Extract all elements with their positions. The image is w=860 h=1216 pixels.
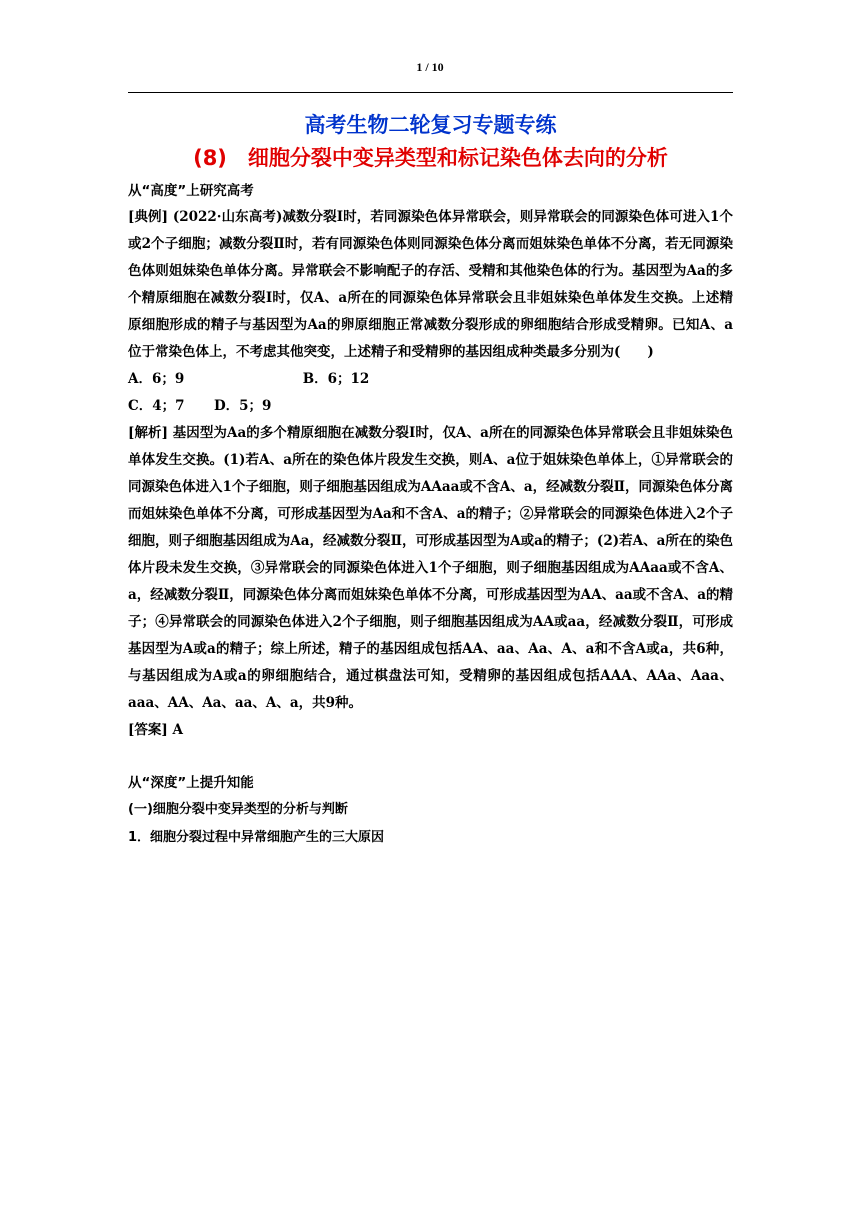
option-c: C．4；7 (128, 398, 185, 414)
example-text: 减数分裂Ⅰ时，若同源染色体异常联会，则异常联会的同源染色体可进入1个或2个子细胞；减数分裂Ⅱ时，若有同源染色体则同源染色体分离而姐妹染色单体不分离，若无同源染色体则姐妹染色单体分离。异常联会不影响配子的存活、受精和其他染色体的行为。基因型为Aa的多个精原细胞在减数分裂Ⅰ时，仅A、a所在的同源染色体异常联会且非姐妹染色单体发生交换。上述精原细胞形成的精子与基因型为Aa的卵原细胞正常减数分裂形成的卵细胞结合形成受精卵。已知A、a位于常染色体上，不考虑其他突变，上述精子和受精卵的基因组成种类最多分别为( ) (128, 209, 733, 360)
options-row-1 (128, 366, 733, 393)
item-heading-1: 1．细胞分裂过程中异常细胞产生的三大原因 (128, 830, 385, 845)
answer-paragraph (128, 717, 733, 744)
analysis-paragraph (128, 420, 733, 717)
answer-value: A (172, 722, 183, 738)
options-row-2 (128, 393, 733, 420)
option-a: A．6；9 (128, 371, 185, 387)
analysis-text: 基因型为Aa的多个精原细胞在减数分裂Ⅰ时，仅A、a所在的同源染色体异常联会且非姐妹染色单体发生交换。(1)若A、a所在的染色体片段发生交换，则A、a位于姐妹染色单体上，①异常联会的同源染色体进入1个子细胞，则子细胞基因组成为AAaa或不含A、a，经减数分裂Ⅱ，同源染色体分离而姐妹染色单体不分离，可形成基因型为Aa和不含A、a的精子；②异常联会的同源染色体进入2个子细胞，则子细胞基因组成为Aa，经减数分裂Ⅱ，可形成基因型为A或a的精子；(2)若A、a所在的染色体片段未发生交换，③异常联会的同源染色体进入1个子细胞，则子细胞基因组成为AAaa或不含A、a，经减数分裂Ⅱ，同源染色体分离而姐妹染色单体不分离，可形成基因型为AA、aa或不含A、a的精子；④异常联会的同源染色体进入2个子细胞，则子细胞基因组成为AA或aa，经减数分裂Ⅱ，可形成基因型为A或a的精子；综上所述，精子的基因组成包括AA、aa、Aa、A、a和不含A或a，共6种，与基因组成为A或a的卵细胞结合，通过棋盘法可知，受精卵的基因组成包括AAA、AAa、Aaa、aaa、AA、Aa、aa、A、a，共9种。 (128, 425, 733, 711)
subsection-heading: (一)细胞分裂中变异类型的分析与判断 (128, 802, 348, 817)
example-paragraph (128, 204, 733, 366)
analysis-label: [解析] (128, 425, 168, 441)
example-label: [典例] (128, 209, 169, 225)
title-line-1: 高考生物二轮复习专题专练 (304, 113, 557, 137)
option-b: B．6；12 (302, 371, 370, 387)
answer-label: [答案] (128, 722, 168, 738)
example-source: (2022·山东高考) (172, 209, 283, 225)
header-rule (128, 92, 733, 93)
title-line-2: (8) 细胞分裂中变异类型和标记染色体去向的分析 (193, 146, 668, 170)
option-d: D．5；9 (213, 398, 272, 414)
page-content (128, 108, 733, 852)
section-heading-depth: 从“深度”上提升知能 (128, 775, 254, 791)
section-heading-height: 从“高度”上研究高考 (128, 183, 254, 199)
page-number: 1 / 10 (416, 60, 444, 74)
